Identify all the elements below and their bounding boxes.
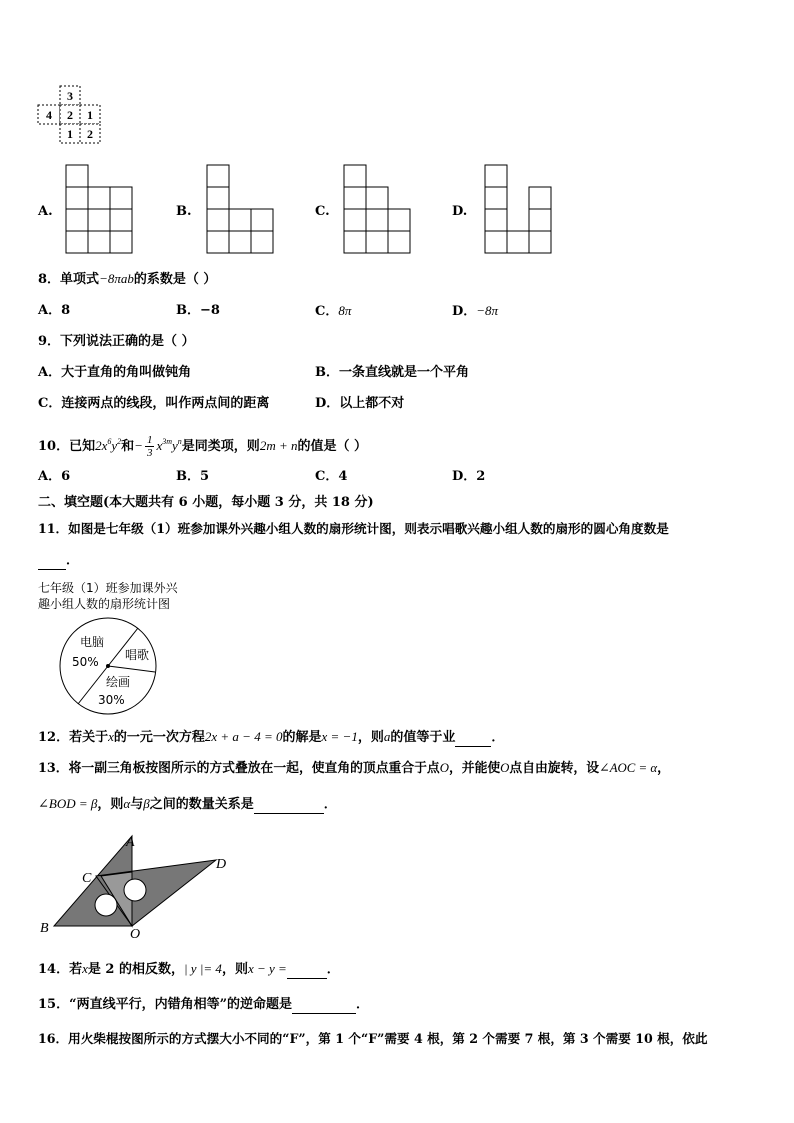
- option-a-figure: [64, 163, 134, 255]
- slice-label: 绘画: [106, 675, 131, 689]
- question-14-stem: 14．若x是 2 的相反数，| y |= 4，则x − y = ．: [38, 961, 340, 977]
- triangle-board-figure: [36, 830, 236, 942]
- pie-chart-title: 七年级（1）班参加课外兴 趣小组人数的扇形统计图: [38, 581, 178, 611]
- question-13-line-1: 13．将一副三角板按图所示的方式叠放在一起，使直角的顶点重合于点O，并能使O点自由旋转，设∠AOC = α，: [38, 761, 670, 776]
- net-cell: 1: [67, 127, 73, 141]
- question-8-stem: 8．单项式−8πab的系数是（ ）: [38, 271, 217, 287]
- question-9-option: D．以上都不对: [315, 396, 405, 411]
- point-label: D: [216, 857, 227, 872]
- question-10-option: B．5: [176, 469, 210, 484]
- slice-label: 唱歌: [125, 648, 150, 662]
- question-12-stem: 12．若关于x的一元一次方程2x + a − 4 = 0的解是x = −1，则a的值等于业 ．: [38, 729, 505, 745]
- question-9-option: A．大于直角的角叫做钝角: [38, 365, 192, 380]
- question-10-option: C．4: [315, 469, 348, 484]
- question-8-option: A．8: [38, 303, 71, 318]
- question-8-option: B．−8: [176, 303, 220, 318]
- question-10-option: A．6: [38, 469, 71, 484]
- triangle-hole: [124, 879, 146, 901]
- net-cell: 2: [67, 108, 73, 122]
- question-15-stem: 15．“两直线平行，内错角相等”的逆命题是 ．: [38, 997, 370, 1012]
- question-9-option: C．连接两点的线段，叫作两点间的距离: [38, 396, 270, 411]
- slice-label: 电脑: [80, 635, 105, 649]
- question-16-stem: 16．用火柴棍按图所示的方式摆大小不同的“F”，第 1 个“F”需要 4 根，第 2 个需要 7 根，第 3 个需要 10 根，依此: [38, 1031, 708, 1046]
- option-c-figure: [342, 163, 412, 255]
- option-label: B.: [176, 204, 192, 219]
- slice-value: 30%: [98, 693, 125, 707]
- question-9-option: B．一条直线就是一个平角: [315, 365, 469, 380]
- point-label: A: [126, 835, 135, 850]
- triangle-hole: [95, 894, 117, 916]
- net-cell: 3: [67, 89, 73, 103]
- pie-center: [106, 664, 110, 668]
- option-b-figure: [205, 163, 275, 255]
- question-9-stem: 9．下列说法正确的是（ ）: [38, 334, 195, 349]
- option-label: A.: [38, 204, 53, 219]
- question-13-line-2: ∠BOD = β，则α与β之间的数量关系是 ．: [38, 796, 337, 812]
- question-11-stem: 11．如图是七年级（1）班参加课外兴趣小组人数的扇形统计图，则表示唱歌兴趣小组人数的扇形的圆心角度数是: [38, 521, 669, 536]
- net-cell: 2: [87, 127, 93, 141]
- point-label: B: [40, 921, 49, 936]
- question-11-blank: ．: [38, 552, 79, 570]
- net-cell: 1: [87, 108, 93, 122]
- question-8-option: C．8π: [315, 303, 352, 319]
- question-10-stem: 10．已知$2x^6y^2$和− $\frac{1}{3}$ $x^{3m}y^n$是同类项，则2m + n的值是（ ）: [38, 434, 368, 459]
- point-label: O: [130, 927, 141, 942]
- option-label: C.: [315, 204, 330, 219]
- option-label: D.: [452, 204, 468, 219]
- option-d-figure: [483, 163, 553, 255]
- cube-net-figure: [36, 84, 108, 146]
- question-10-option: D．2: [452, 469, 486, 484]
- question-8-option: D．−8π: [452, 303, 499, 319]
- point-label: C: [82, 871, 92, 886]
- pie-chart: [56, 614, 160, 718]
- net-cell: 4: [46, 108, 52, 122]
- slice-value: 50%: [72, 655, 99, 669]
- section-heading: 二、填空题(本大题共有 6 小题，每小题 3 分，共 18 分): [38, 495, 374, 510]
